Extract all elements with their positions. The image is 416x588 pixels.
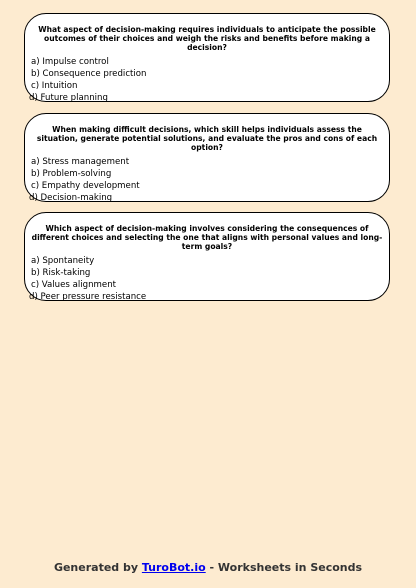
answer-option-b: b) Risk-taking (31, 268, 91, 278)
question-text: Which aspect of decision-making involves considering the consequences of different choices and selecting the one that aligns with personal values and long-term goals? (31, 224, 383, 251)
answer-option-c: c) Empathy development (31, 181, 140, 191)
turobot-link[interactable]: TuroBot.io (141, 561, 206, 574)
answer-option-c: c) Intuition (31, 81, 78, 91)
question-card-1 (24, 13, 390, 102)
answer-options (25, 156, 389, 204)
footer-suffix: - Worksheets in Seconds (205, 561, 363, 574)
answer-option-a: a) Spontaneity (31, 256, 95, 266)
answer-option-a: a) Impulse control (31, 57, 109, 67)
question-card-2 (24, 113, 390, 202)
question-text: What aspect of decision-making requires individuals to anticipate the possible outcomes of their choices and weigh the risks and benefits before making a decision? (38, 25, 376, 52)
answer-option-d: d) Peer pressure resistance (29, 292, 147, 302)
answer-option-b: b) Consequence prediction (31, 69, 147, 79)
answer-option-d: d) Decision-making (29, 193, 113, 203)
answer-option-a: a) Stress management (31, 157, 130, 167)
answer-option-d: d) Future planning (29, 93, 108, 103)
answer-option-b: b) Problem-solving (31, 169, 112, 179)
answer-options (25, 255, 389, 303)
answer-option-c: c) Values alignment (31, 280, 117, 290)
question-text: When making difficult decisions, which skill helps individuals assess the situation, generate potential solutions, and evaluate the pros and cons of each option? (36, 125, 378, 152)
answer-options (25, 56, 389, 104)
question-card-3 (24, 212, 390, 301)
footer-prefix: Generated by (53, 561, 142, 574)
footer-credit (0, 561, 416, 574)
